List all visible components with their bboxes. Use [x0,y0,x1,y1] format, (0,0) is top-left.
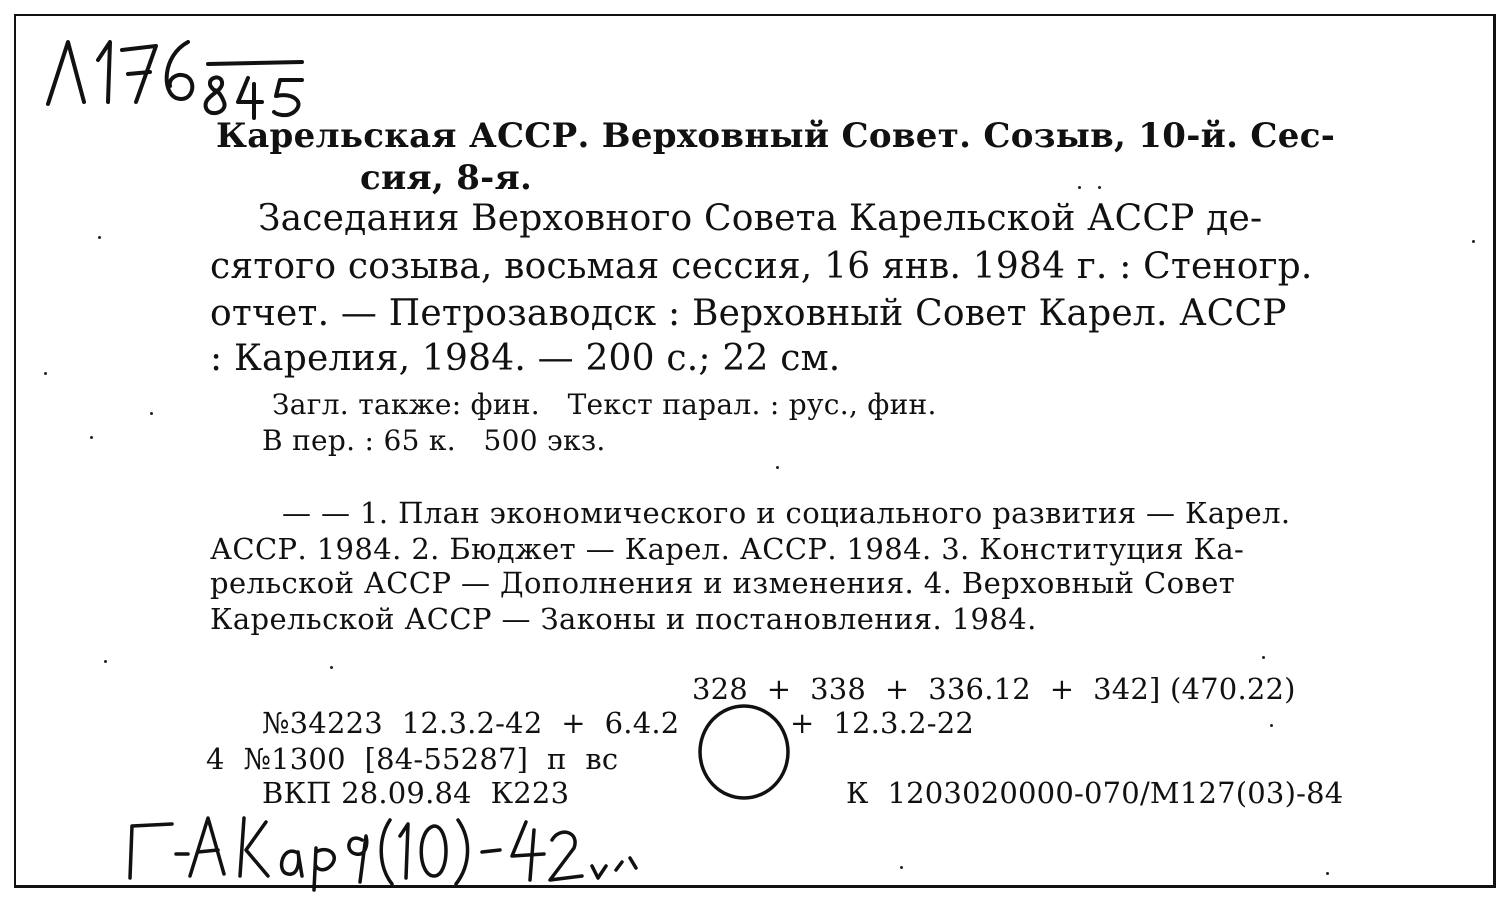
scan-speck [150,412,153,415]
tracing-line: — — 1. План экономического и социального развития — Карел. [282,496,1291,530]
scan-speck [98,236,101,239]
accession-line-left: №34223 12.3.2-42 + 6.4.2 [262,706,680,740]
handwritten-archive-note [116,796,676,892]
scan-speck [1472,240,1475,243]
entry-body-line: отчет. — Петрозаводск : Верховный Совет Карел. АССР [210,293,1287,334]
entry-note-line: В пер. : 65 к. 500 экз. [262,424,606,457]
scan-speck [1326,872,1329,875]
scan-speck [1078,186,1081,189]
classification-line: 328 + 338 + 336.12 + 342] (470.22) [692,672,1296,706]
scan-speck [900,866,903,869]
circle-mark [694,700,794,804]
scan-speck [776,466,779,469]
scan-speck [1270,724,1273,727]
entry-heading-line1: Карельская АССР. Верховный Совет. Созыв, 10-й. Сес- [216,116,1336,156]
tracing-line: Карельской АССР — Законы и постановления. 1984. [210,602,1037,636]
vkp-line: ВКП 28.09.84 К223 [262,776,570,810]
entry-note-line: Загл. также: фин. Текст парал. : рус., фин. [272,388,937,421]
card-number-line: 4 №1300 [84-55287] п вс [206,742,619,776]
scan-speck [90,436,93,439]
scan-speck [1262,656,1265,659]
scan-speck [44,372,47,375]
entry-body-line: сятого созыва, восьмая сессия, 16 янв. 1984 г. : Стеногр. [210,246,1313,287]
scan-speck [104,660,107,663]
scan-speck [330,666,333,669]
entry-heading-line2: сия, 8-я. [360,158,533,198]
entry-body-line: : Карелия, 1984. — 200 с.; 22 см. [210,338,841,379]
entry-body-line: Заседания Верховного Совета Карельской АССР де- [258,198,1263,239]
accession-line-right: + 12.3.2-22 [790,706,975,740]
tracing-line: рельской АССР — Дополнения и изменения. 4. Верховный Совет [210,566,1236,600]
index-line: К 1203020000-070/М127(03)-84 [846,776,1344,810]
scan-speck [1098,186,1101,189]
handwritten-shelf-mark [40,20,330,120]
tracing-line: АССР. 1984. 2. Бюджет — Карел. АССР. 1984. 3. Конституция Ка- [210,532,1245,566]
